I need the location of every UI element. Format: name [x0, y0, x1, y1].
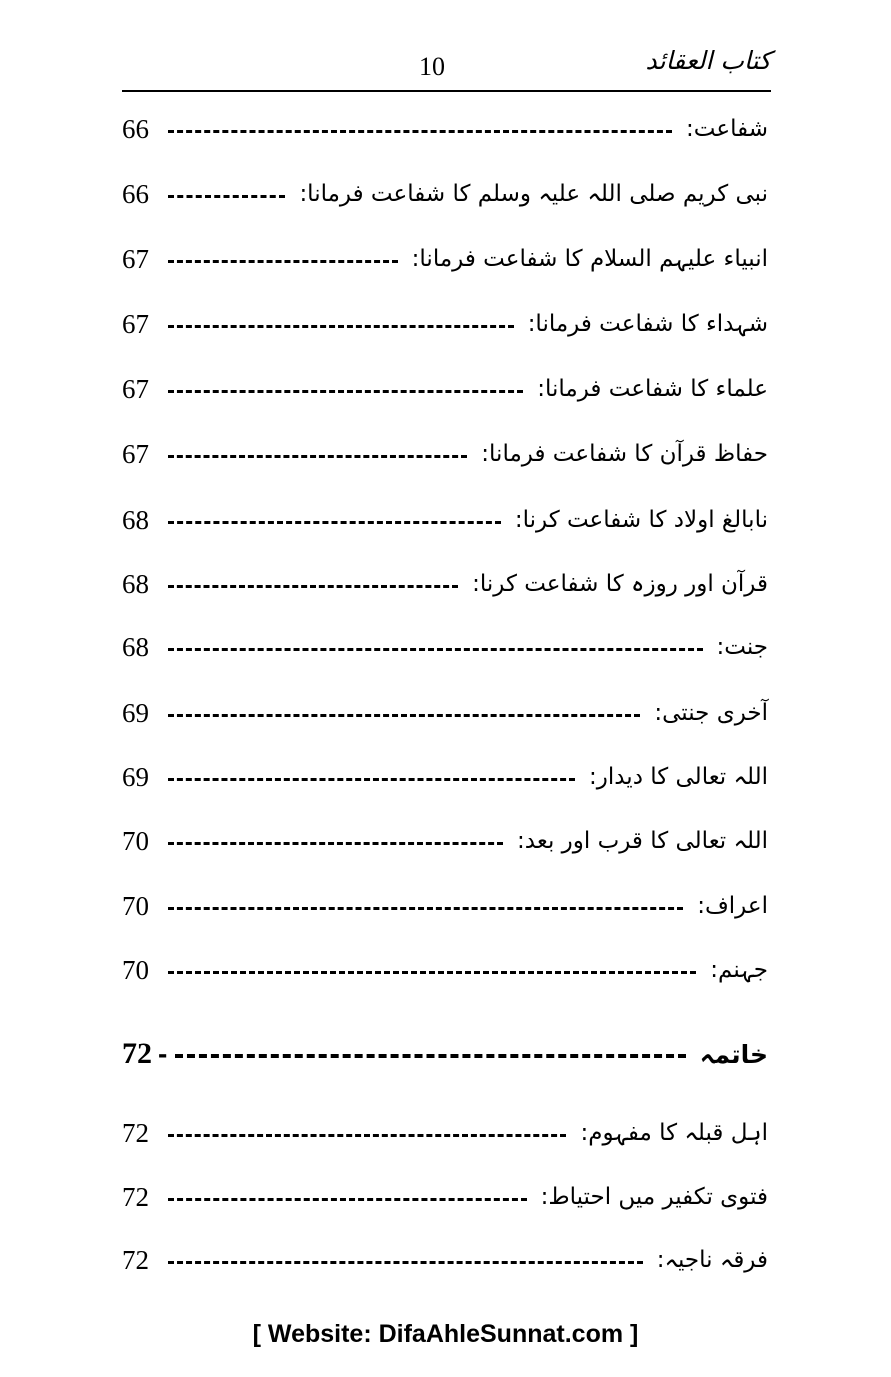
toc-entry	[122, 816, 768, 866]
toc-leader	[168, 971, 696, 974]
toc-entry-title: شفاعت:	[686, 115, 768, 142]
toc-entry-title: شہداء کا شفاعت فرمانا:	[527, 310, 768, 337]
toc-entry	[122, 299, 768, 349]
toc-entry	[122, 364, 768, 414]
toc-leader	[168, 521, 501, 524]
page-header	[122, 44, 771, 92]
toc-entry	[122, 559, 768, 609]
toc-entry-title: اللہ تعالی کا دیدار:	[588, 763, 768, 790]
toc-entry-page: 69	[122, 697, 149, 728]
toc-entry	[122, 1172, 768, 1222]
toc-entry-page: 67	[122, 243, 149, 274]
book-title: کتاب العقائد	[645, 46, 771, 75]
section-title: خاتمہ	[699, 1039, 768, 1069]
toc-entry	[122, 169, 768, 219]
toc-entry-page: 70	[122, 890, 149, 921]
toc-entry	[122, 881, 768, 931]
toc-leader	[168, 390, 523, 393]
toc-entry-title: علماء کا شفاعت فرمانا:	[537, 375, 768, 402]
toc-entry	[122, 429, 768, 479]
toc-entry-title: اللہ تعالی کا قرب اور بعد:	[517, 827, 768, 854]
toc-section-heading	[122, 1029, 768, 1079]
section-dash: -	[158, 1038, 168, 1069]
toc-entry-title: حفاظ قرآن کا شفاعت فرمانا:	[481, 440, 768, 467]
toc-entry	[122, 234, 768, 284]
toc-entry-page: 66	[122, 113, 149, 144]
toc-entry-page: 67	[122, 438, 149, 469]
toc-leader	[168, 1134, 566, 1137]
toc-leader	[168, 585, 458, 588]
toc-leader	[168, 907, 683, 910]
toc-leader	[168, 325, 514, 328]
toc-entry-page: 70	[122, 954, 149, 985]
toc-leader	[168, 648, 703, 651]
toc-leader	[168, 195, 285, 198]
toc-entry-title: اعراف:	[697, 892, 768, 919]
toc-entry-title: نبی کریم صلی اللہ علیہ وسلم کا شفاعت فرمانا:	[299, 180, 768, 207]
toc-entry-title: نابالغ اولاد کا شفاعت کرنا:	[514, 506, 768, 533]
toc-entry-page: 68	[122, 631, 149, 662]
toc-entry-page: 70	[122, 825, 149, 856]
section-page: 72	[122, 1037, 152, 1070]
toc-leader	[168, 714, 640, 717]
page-number: 10	[419, 52, 445, 81]
toc-leader	[168, 1198, 527, 1201]
toc-entry	[122, 1108, 768, 1158]
toc-leader	[168, 1261, 643, 1264]
toc-leader	[168, 778, 575, 781]
toc-entry-title: جنت:	[716, 633, 768, 660]
toc-entry-title: انبیاء علیہم السلام کا شفاعت فرمانا:	[411, 245, 768, 272]
toc-entry	[122, 495, 768, 545]
toc-entry-page: 67	[122, 373, 149, 404]
toc-leader	[168, 260, 398, 263]
toc-leader	[168, 455, 467, 458]
toc-entry-title: قرآن اور روزہ کا شفاعت کرنا:	[472, 570, 768, 597]
website-footer: [ Website: DifaAhleSunnat.com ]	[252, 1320, 639, 1348]
toc-entry-title: اہل قبلہ کا مفہوم:	[580, 1119, 768, 1146]
toc-entry	[122, 752, 768, 802]
toc-entry-title: فتوی تکفیر میں احتیاط:	[540, 1183, 768, 1210]
toc-entry	[122, 688, 768, 738]
toc-entry-page: 67	[122, 308, 149, 339]
toc-entry	[122, 622, 768, 672]
toc-entry-page: 72	[122, 1117, 149, 1148]
toc-entry-page: 68	[122, 568, 149, 599]
toc-entry-page: 68	[122, 504, 149, 535]
toc-entry-page: 72	[122, 1181, 149, 1212]
toc-entry-page: 66	[122, 178, 149, 209]
toc-entry-page: 69	[122, 761, 149, 792]
toc-entry	[122, 104, 768, 154]
toc-leader	[168, 842, 503, 845]
toc-entry	[122, 945, 768, 995]
toc-entry-title: فرقہ ناجیہ:	[656, 1246, 768, 1273]
toc-entry-title: آخری جنتی:	[654, 699, 768, 726]
toc-leader	[175, 1054, 685, 1058]
toc-entry	[122, 1235, 768, 1285]
toc-leader	[168, 130, 672, 133]
toc-entry-title: جہنم:	[710, 956, 768, 983]
toc-entry-page: 72	[122, 1244, 149, 1275]
